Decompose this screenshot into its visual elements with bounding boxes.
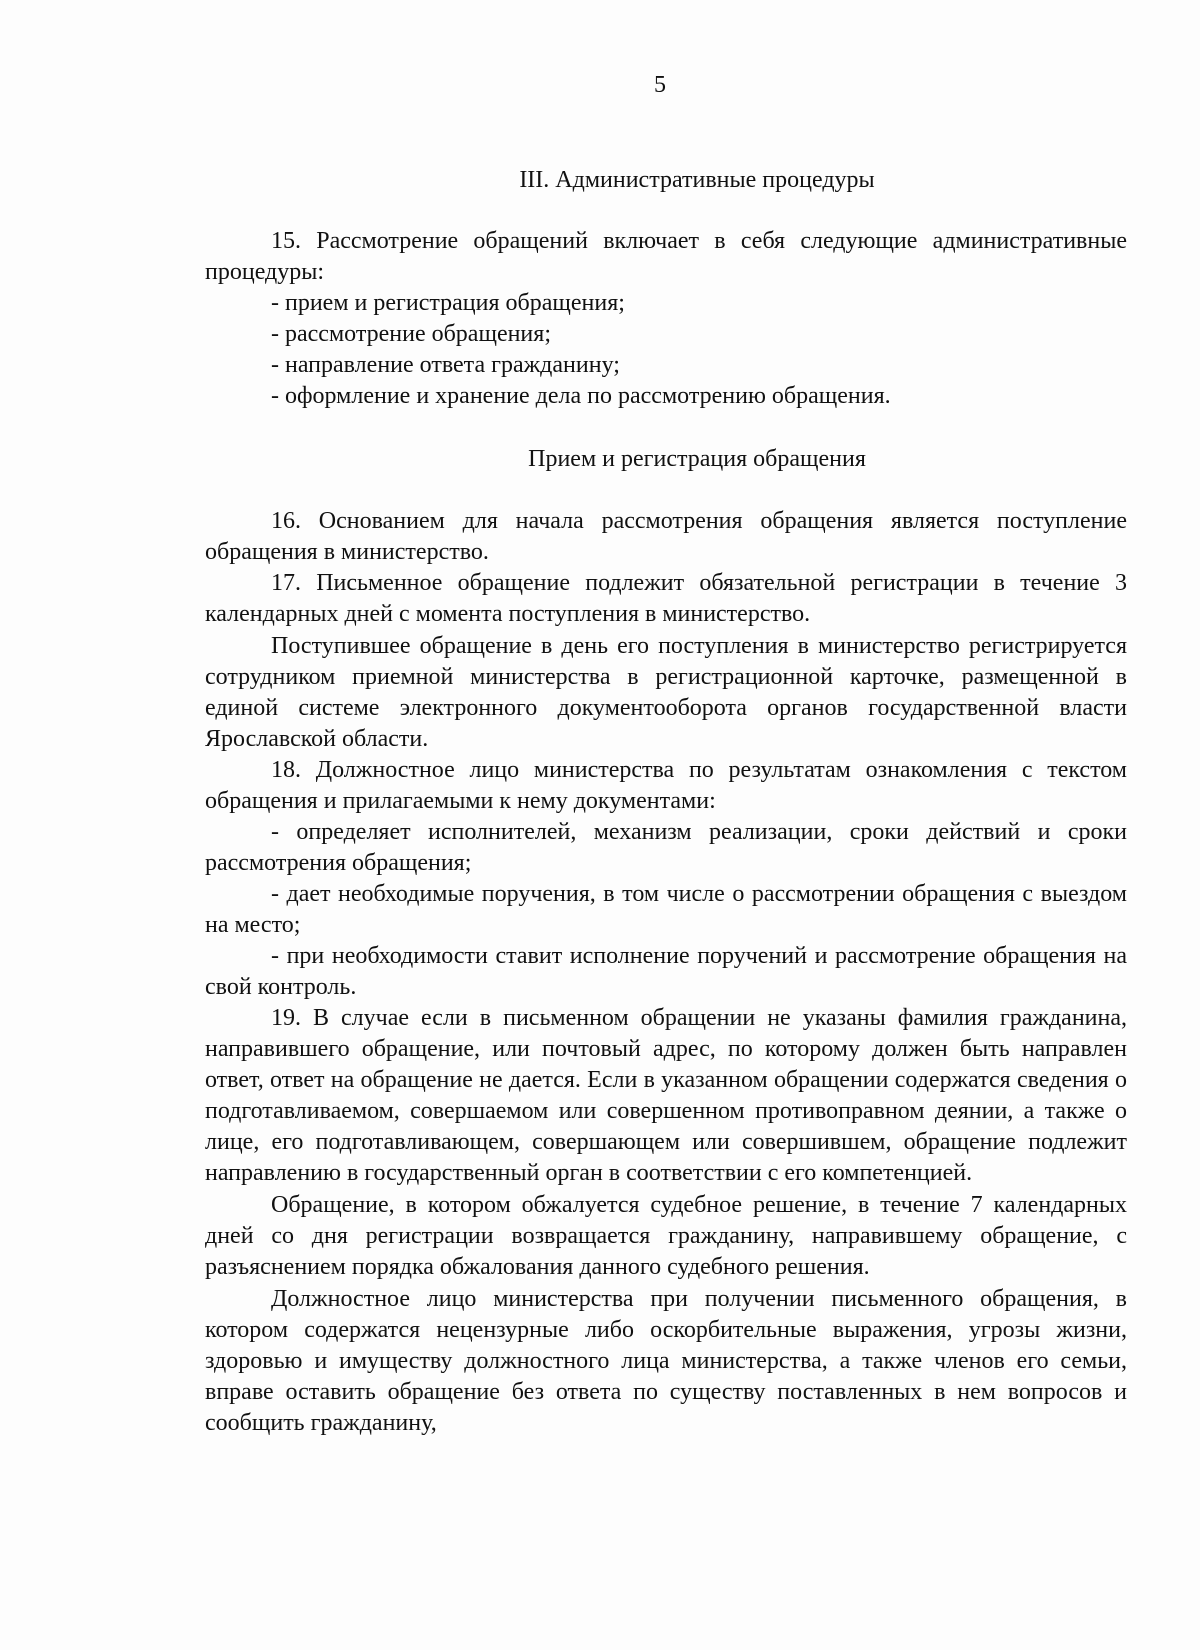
paragraph-18: 18. Должностное лицо министерства по результатам ознакомления с текстом обращения и прилагаемыми к нему документами: (205, 757, 1127, 814)
list-item: - определяет исполнителей, механизм реализации, сроки действий и сроки рассмотрения обращения; (205, 819, 1127, 876)
list-item: - направление ответа гражданину; (271, 352, 620, 378)
section-title: III. Административные процедуры (519, 167, 875, 193)
list-item: - дает необходимые поручения, в том числе о рассмотрении обращения с выездом на место; (205, 881, 1127, 938)
paragraph-15: 15. Рассмотрение обращений включает в себя следующие административные процедуры: (205, 228, 1127, 285)
paragraph-19-continued: Обращение, в котором обжалуется судебное решение, в течение 7 календарных дней со дня регистрации возвращается гражданину, направившему обращение, с разъяснением порядка обжалования данного судебного решения. (205, 1192, 1127, 1280)
page-number: 5 (654, 72, 666, 98)
list-item: - при необходимости ставит исполнение поручений и рассмотрение обращения на свой контроль. (205, 943, 1127, 1000)
list-item: - прием и регистрация обращения; (271, 290, 625, 316)
paragraph-19: 19. В случае если в письменном обращении не указаны фамилия гражданина, направившего обращение, или почтовый адрес, по которому должен быть направлен ответ, ответ на обращение не дается. Если в указанном обращении содержатся сведения о подготавливаемом, совершаемом или совершенном противоправном деянии, а также о лице, его подготавливающем, совершающем или совершившем, обращение подлежит направлению в государственный орган в соответствии с его компетенцией. (205, 1005, 1127, 1186)
paragraph-16: 16. Основанием для начала рассмотрения обращения является поступление обращения в министерство. (205, 508, 1127, 565)
paragraph-17-continued: Поступившее обращение в день его поступления в министерство регистрируется сотрудником приемной министерства в регистрационной карточке, размещенной в единой системе электронного документооборота органов государственной власти Ярославской области. (205, 633, 1127, 752)
paragraph-19-continued-2: Должностное лицо министерства при получении письменного обращения, в котором содержатся нецензурные либо оскорбительные выражения, угрозы жизни, здоровью и имуществу должностного лица министерства, а также членов его семьи, вправе оставить обращение без ответа по существу поставленных в нем вопросов и сообщить гражданину, (205, 1286, 1127, 1436)
list-item: - рассмотрение обращения; (271, 321, 551, 347)
list-item: - оформление и хранение дела по рассмотрению обращения. (271, 383, 891, 409)
subsection-title: Прием и регистрация обращения (528, 446, 866, 472)
paragraph-17: 17. Письменное обращение подлежит обязательной регистрации в течение 3 календарных дней с момента поступления в министерство. (205, 570, 1127, 627)
document-body (205, 165, 1127, 1439)
